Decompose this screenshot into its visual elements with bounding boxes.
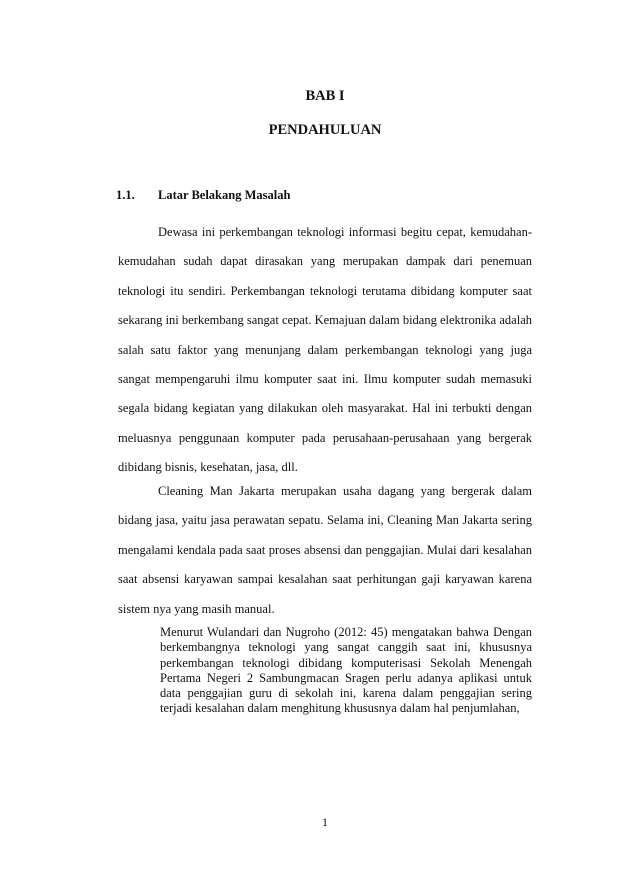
page-number: 1: [322, 815, 328, 829]
paragraph-block: [118, 477, 532, 624]
chapter-title: PENDAHULUAN: [268, 122, 382, 138]
section-heading: [116, 188, 534, 203]
body-paragraph: Cleaning Man Jakarta merupakan usaha dagang yang bergerak dalam bidang jasa, yaitu jasa perawatan sepatu. Selama ini, Cleaning Man Jakarta sering mengalami kendala pada saat proses absensi dan penggajian. Mulai dari kesalahan saat absensi karyawan sampai kesalahan saat perhitungan gaji karyawan karena sistem nya yang masih manual.: [118, 484, 532, 616]
chapter-number: BAB I: [305, 88, 345, 104]
section-number: 1.1.: [116, 188, 135, 202]
paragraph-block: [118, 218, 532, 483]
body-paragraph: Dewasa ini perkembangan teknologi informasi begitu cepat, kemudahan-kemudahan sudah dapat dirasakan yang merupakan dampak dari penemuan teknologi itu sendiri. Perkembangan teknologi terutama dibidang komputer saat sekarang ini berkembang sangat cepat. Kemajuan dalam bidang elektronika adalah salah satu faktor yang menunjang dalam perkembangan teknologi yang juga sangat mempengaruhi ilmu komputer saat ini. Ilmu komputer sudah memasuki segala bidang kegiatan yang dilakukan oleh masyarakat. Hal ini terbukti dengan meluasnya penggunaan komputer pada perusahaan-perusahaan yang bergerak dibidang bisnis, kesehatan, jasa, dll.: [118, 225, 532, 475]
section-title: Latar Belakang Masalah: [158, 188, 291, 202]
block-quote: Menurut Wulandari dan Nugroho (2012: 45) mengatakan bahwa Dengan berkembangnya teknologi yang sangat canggih saat ini, khususnya perkembangan teknologi dibidang komputerisasi Sekolah Menengah Pertama Negeri 2 Sambungmacan Sragen perlu adanya aplikasi untuk data penggajian guru di sekolah ini, karena dalam penggajian sering terjadi kesalahan dalam menghitung khususnya dalam hal penjumlahan,: [160, 625, 532, 716]
